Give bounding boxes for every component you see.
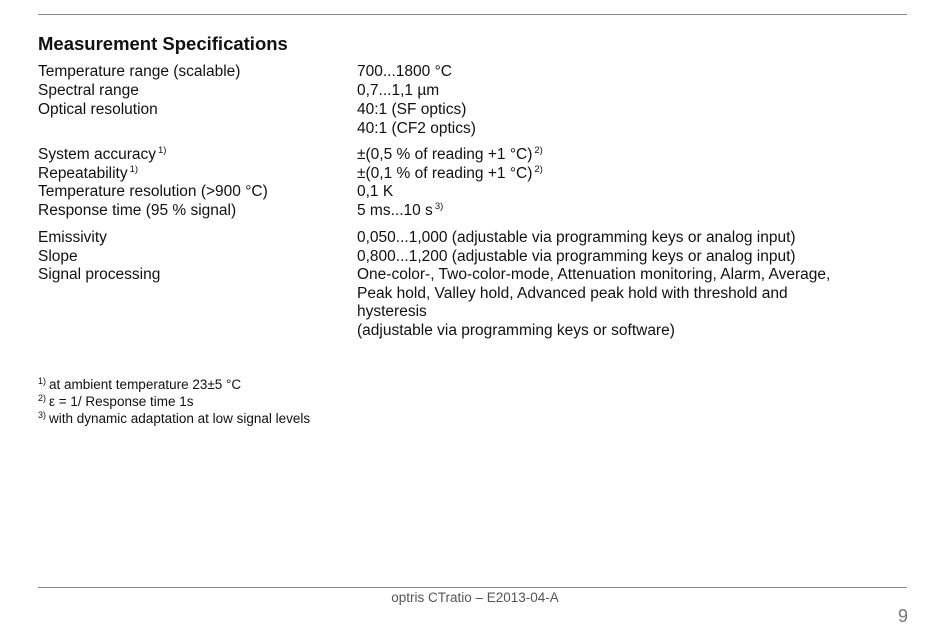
spec-value-text: ±(0,1 % of reading +1 °C)	[357, 165, 533, 182]
footnote	[38, 411, 310, 428]
spec-value-text: ±(0,5 % of reading +1 °C)	[357, 146, 533, 163]
spec-value	[357, 146, 543, 165]
spec-value: 0,1 K	[357, 183, 394, 200]
spec-label-text: Repeatability	[38, 165, 128, 182]
footnote-mark: 3)	[38, 409, 47, 420]
spec-label: Temperature range (scalable)	[38, 63, 241, 80]
spec-label: Emissivity	[38, 229, 107, 246]
page-number: 9	[897, 606, 908, 626]
footnote-ref: 2)	[534, 164, 543, 175]
spec-value: 0,050...1,000 (adjustable via programming keys or analog input)	[357, 229, 796, 246]
spec-label: Temperature resolution (>900 °C)	[38, 183, 268, 200]
spec-label	[38, 146, 166, 165]
spec-label-text: System accuracy	[38, 146, 157, 163]
footnote-ref: 2)	[534, 145, 543, 156]
spec-label: Optical resolution	[38, 101, 158, 118]
spec-value: 0,800...1,200 (adjustable via programming keys or analog input)	[357, 248, 796, 265]
spec-value: (adjustable via programming keys or software)	[357, 322, 675, 339]
spec-label	[38, 165, 138, 184]
spec-value	[357, 202, 443, 221]
spec-label: Response time (95 % signal)	[38, 202, 237, 219]
spec-value: One-color-, Two-color-mode, Attenuation monitoring, Alarm, Average,	[357, 266, 831, 283]
footnote	[38, 394, 310, 411]
spec-value: hysteresis	[357, 303, 427, 320]
spec-value: 40:1 (CF2 optics)	[357, 120, 476, 137]
spec-label: Signal processing	[38, 266, 161, 283]
page-title: Measurement Specifications	[38, 33, 288, 54]
spec-label: Spectral range	[38, 82, 139, 99]
footnote-text: ε = 1/ Response time 1s	[49, 393, 194, 409]
footnotes	[38, 377, 310, 427]
bottom-divider	[38, 587, 907, 588]
footnote	[38, 377, 310, 394]
spec-value: 0,7...1,1 µm	[357, 82, 440, 99]
spec-value	[357, 165, 543, 184]
spec-value: 700...1800 °C	[357, 63, 452, 80]
footnote-mark: 1)	[38, 376, 47, 386]
spec-value: Peak hold, Valley hold, Advanced peak hold with threshold and	[357, 285, 788, 302]
footnote-mark: 2)	[38, 392, 47, 403]
top-divider	[38, 14, 907, 15]
spec-value-text: 5 ms...10 s	[357, 202, 433, 219]
document-footer: optris CTratio – E2013-04-A	[391, 590, 559, 605]
spec-value: 40:1 (SF optics)	[357, 101, 467, 118]
footnote-text: with dynamic adaptation at low signal levels	[49, 410, 311, 426]
spec-label: Slope	[38, 248, 78, 265]
footnote-ref: 1)	[129, 164, 139, 175]
footnote-ref: 3)	[434, 201, 444, 212]
footnote-ref: 1)	[158, 145, 167, 156]
footnote-text: at ambient temperature 23±5 °C	[49, 377, 242, 392]
